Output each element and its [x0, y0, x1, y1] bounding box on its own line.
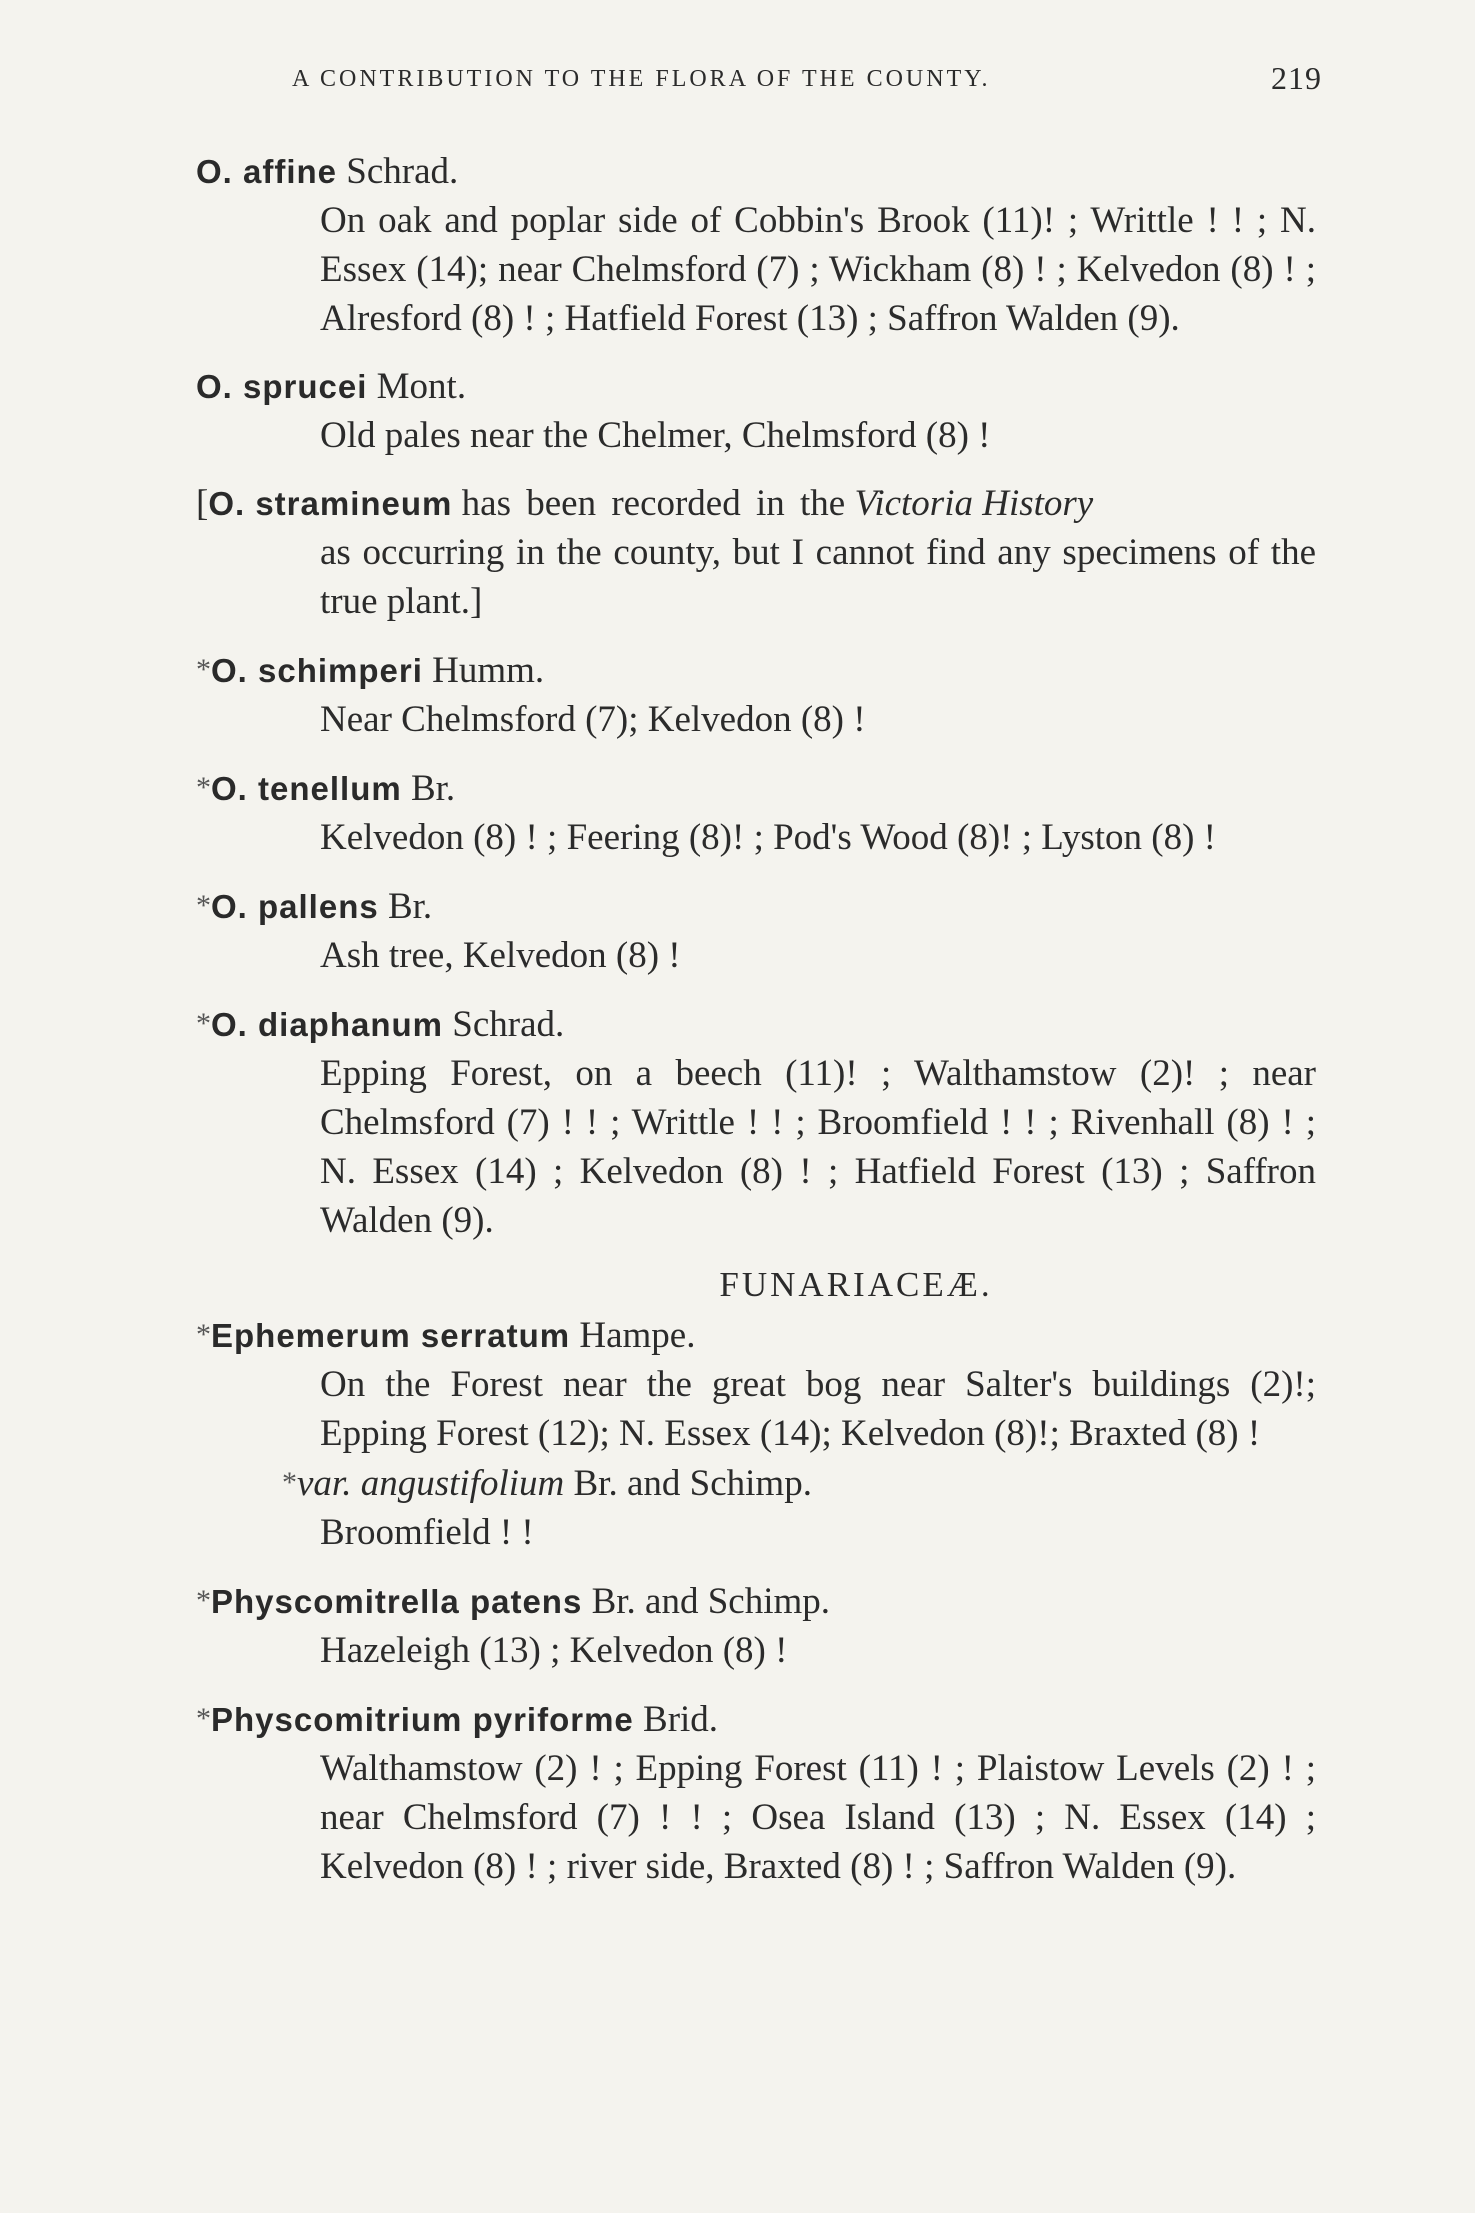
species-name: Physcomitrella patens — [211, 1583, 583, 1620]
species-author: Mont. — [376, 366, 467, 407]
running-head-title: A CONTRIBUTION TO THE FLORA OF THE COUNTY. — [292, 66, 991, 92]
species-author: Schrad. — [452, 1004, 565, 1045]
species-heading — [196, 1695, 1316, 1744]
species-author: Br. — [410, 768, 456, 809]
note-continuation: as occurring in the county, but I cannot find any specimens of the true plant.] — [320, 532, 1316, 622]
page-content — [196, 148, 1316, 1911]
variety-heading — [282, 1458, 1316, 1508]
species-localities: Walthamstow (2) ! ; Epping Forest (11) ! ; Plaistow Levels (2) ! ; near Chelmsford (7) ! ! ; Osea Island (13) ; N. Essex (14) ; Kelvedon (8) ! ; river side, Braxted (8) ! ; Saffron Walden (9). — [320, 1748, 1316, 1887]
species-entry — [196, 1311, 1316, 1557]
species-entry — [196, 1577, 1316, 1675]
species-localities: Hazeleigh (13) ; Kelvedon (8) ! — [320, 1630, 788, 1671]
species-name: O. affine — [196, 153, 338, 190]
species-heading — [196, 646, 1316, 695]
variety-localities: Broomfield ! ! — [320, 1512, 534, 1553]
species-localities: Near Chelmsford (7); Kelvedon (8) ! — [320, 699, 866, 740]
species-author: Schrad. — [346, 151, 459, 192]
note-italic-title: Victoria History — [854, 483, 1094, 524]
introduced-marker: * — [196, 653, 211, 686]
species-localities: Epping Forest, on a beech (11)! ; Walthamstow (2)! ; near Chelmsford (7) ! ! ; Writtle ! ! ; Broomfield ! ! ; Rivenhall (8) ! ; N. Essex (14) ; Kelvedon (8) ! ; Hatfield Forest (13) ; Saffron Walden (9). — [320, 1053, 1316, 1241]
species-heading — [196, 480, 1316, 528]
species-heading — [196, 1577, 1316, 1626]
species-name: Ephemerum serratum — [211, 1317, 571, 1354]
introduced-marker: * — [196, 1702, 211, 1735]
note-text: has been recorded in the — [461, 483, 846, 524]
species-name: O. tenellum — [211, 770, 402, 807]
species-localities: Ash tree, Kelvedon (8) ! — [320, 935, 681, 976]
species-localities: On oak and poplar side of Cobbin's Brook (11)! ; Writtle ! ! ; N. Essex (14); near Chelmsford (7) ; Wickham (8) ! ; Kelvedon (8) ! ; Alresford (8) ! ; Hatfield Forest (13) ; Saffron Walden (9). — [320, 200, 1316, 339]
introduced-marker: * — [196, 1318, 211, 1351]
running-head — [292, 60, 1322, 96]
variety-author: Br. and Schimp. — [573, 1463, 812, 1504]
species-entry — [196, 882, 1316, 980]
species-heading — [196, 882, 1316, 931]
species-entry — [196, 646, 1316, 744]
species-name: O. schimperi — [211, 652, 423, 689]
species-entry — [196, 764, 1316, 862]
introduced-marker: * — [196, 889, 211, 922]
species-author: Br. and Schimp. — [591, 1581, 831, 1622]
species-localities: Old pales near the Chelmer, Chelmsford (8) ! — [320, 415, 991, 456]
species-heading — [196, 1311, 1316, 1360]
variety-name: var. angustifolium — [297, 1463, 565, 1504]
species-name: O. pallens — [211, 888, 379, 925]
introduced-marker: * — [196, 771, 211, 804]
species-name: O. diaphanum — [211, 1006, 444, 1043]
introduced-marker: * — [196, 1007, 211, 1040]
species-localities: On the Forest near the great bog near Salter's buildings (2)!; Epping Forest (12); N. Essex (14); Kelvedon (8)!; Braxted (8) ! — [320, 1364, 1316, 1454]
species-entry — [196, 148, 1316, 343]
introduced-marker: * — [196, 1584, 211, 1617]
species-name: O. sprucei — [196, 368, 368, 405]
bracket-open: [ — [196, 483, 209, 524]
family-heading: FUNARIACEÆ. — [719, 1265, 993, 1304]
species-entry — [196, 1695, 1316, 1891]
species-entry — [196, 480, 1316, 626]
species-heading — [196, 363, 1316, 411]
species-name: O. stramineum — [208, 485, 453, 522]
species-heading — [196, 148, 1316, 196]
species-author: Br. — [387, 886, 433, 927]
introduced-marker: * — [282, 1466, 297, 1499]
species-entry — [196, 1000, 1316, 1245]
species-author: Humm. — [432, 650, 545, 691]
species-name: Physcomitrium pyriforme — [211, 1701, 634, 1738]
species-entry — [196, 363, 1316, 460]
species-localities: Kelvedon (8) ! ; Feering (8)! ; Pod's Wood (8)! ; Lyston (8) ! — [320, 817, 1216, 858]
species-author: Hampe. — [579, 1315, 696, 1356]
species-heading — [196, 1000, 1316, 1049]
page-number: 219 — [1271, 60, 1322, 96]
species-heading — [196, 764, 1316, 813]
species-author: Brid. — [643, 1699, 719, 1740]
